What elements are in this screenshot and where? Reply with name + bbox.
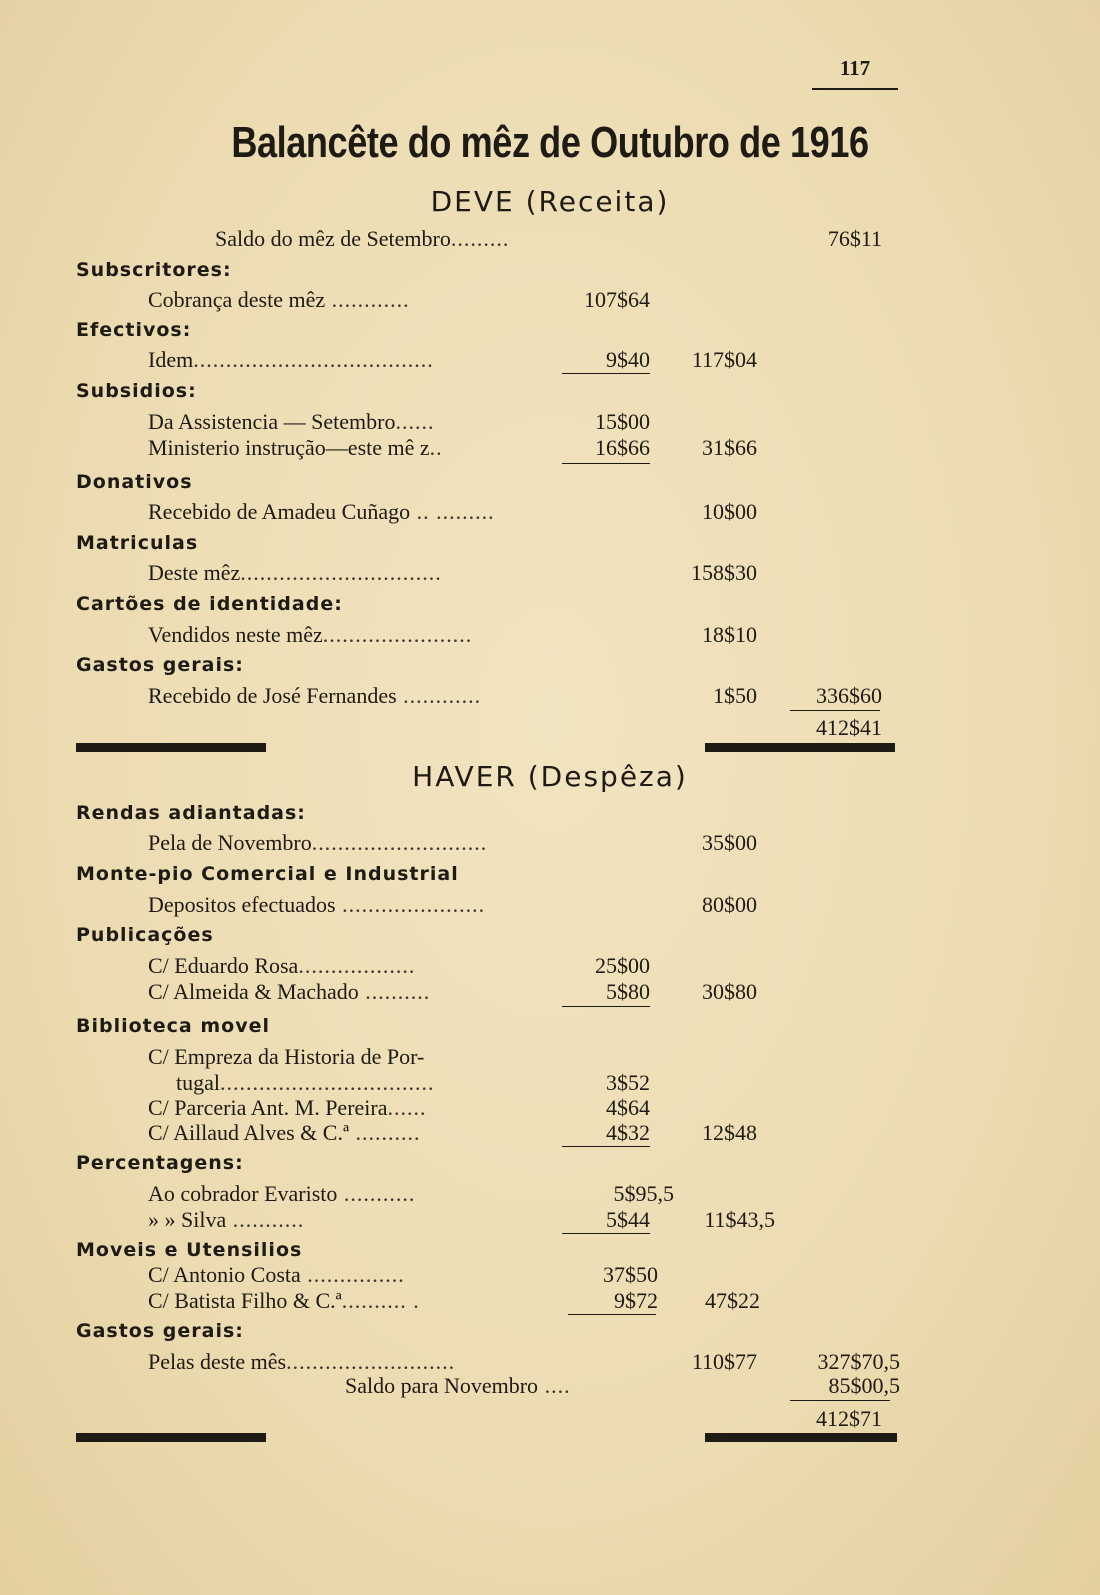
deve-total-row <box>0 715 1100 741</box>
category-matriculas: Matriculas <box>76 532 199 554</box>
ledger-row <box>0 1120 1100 1146</box>
ledger-row <box>0 830 1100 856</box>
idem-label: Idem..................................... <box>148 347 434 372</box>
parceria-label: C/ Parceria Ant. M. Pereira...... <box>148 1095 427 1120</box>
category-donativos: Donativos <box>76 471 193 493</box>
subtotal-rule <box>562 1006 650 1007</box>
cobranca-value: 107$64 <box>584 287 650 312</box>
ledger-row <box>0 683 1100 709</box>
deve-saldo-label: Saldo do mêz de Setembro......... <box>215 226 510 251</box>
ledger-row <box>0 1181 1100 1207</box>
empreza-value: 3$52 <box>606 1070 650 1095</box>
matriculas-label: Deste mêz............................... <box>148 560 442 585</box>
ministerio-value: 16$66 <box>595 435 650 460</box>
novembro-label: Pela de Novembro........................... <box>148 830 488 855</box>
category-percentagens: Percentagens: <box>76 1152 244 1174</box>
empreza-label: C/ Empreza da Historia de Por- <box>148 1044 425 1069</box>
category-publicacoes: Publicações <box>76 924 214 946</box>
ledger-row <box>0 435 1100 461</box>
subtotal-rule <box>562 1233 650 1234</box>
cartoes-value: 18$10 <box>702 622 757 647</box>
ledger-row <box>0 560 1100 586</box>
amadeu-label: Recebido de Amadeu Cuñago .. ......... <box>148 499 495 524</box>
depositos-label: Depositos efectuados ...................... <box>148 892 486 917</box>
category-subscritores: Subscritores: <box>76 259 232 281</box>
ledger-row <box>0 1044 1100 1070</box>
novembro-value: 35$00 <box>702 830 757 855</box>
haver-saldo-label: Saldo para Novembro .... <box>345 1373 571 1398</box>
ledger-row <box>0 953 1100 979</box>
ledger-row <box>0 622 1100 648</box>
deve-total: 412$41 <box>816 715 882 740</box>
assistencia-label: Da Assistencia — Setembro...... <box>148 409 435 434</box>
parceria-value: 4$64 <box>606 1095 650 1120</box>
subtotal-rule <box>568 1314 656 1315</box>
jose-value: 1$50 <box>713 683 757 708</box>
almeida-value: 5$80 <box>606 979 650 1004</box>
subtotal-rule <box>562 463 650 464</box>
ledger-row <box>0 499 1100 525</box>
evaristo-value: 5$95,5 <box>613 1181 674 1206</box>
matriculas-value: 158$30 <box>691 560 757 585</box>
haver-subtotal: 327$70,5 <box>817 1349 900 1374</box>
batista-label: C/ Batista Filho & C.ª.......... . <box>148 1288 420 1313</box>
pelas-label: Pelas deste mês.......................... <box>148 1349 456 1374</box>
category-efectivos: Efectivos: <box>76 319 192 341</box>
moveis-total: 47$22 <box>705 1288 760 1313</box>
pelas-value: 110$77 <box>691 1349 757 1374</box>
haver-total-row <box>0 1406 1100 1432</box>
assistencia-value: 15$00 <box>595 409 650 434</box>
ledger-row <box>0 1070 1100 1096</box>
amadeu-value: 10$00 <box>702 499 757 524</box>
idem-value: 9$40 <box>606 347 650 372</box>
deve-saldo-value: 76$11 <box>827 226 882 251</box>
aillaud-value: 4$32 <box>606 1120 650 1145</box>
cartoes-label: Vendidos neste mêz....................... <box>148 622 473 647</box>
rosa-value: 25$00 <box>595 953 650 978</box>
percentagens-total: 11$43,5 <box>704 1207 775 1232</box>
category-rendas: Rendas adiantadas: <box>76 802 306 824</box>
silva-label: » » Silva ........... <box>148 1207 305 1232</box>
depositos-value: 80$00 <box>702 892 757 917</box>
almeida-label: C/ Almeida & Machado .......... <box>148 979 431 1004</box>
ledger-row <box>0 1207 1100 1233</box>
section-divider <box>76 1433 266 1442</box>
subtotal-rule <box>790 710 880 711</box>
category-gastos-receita: Gastos gerais: <box>76 654 244 676</box>
ledger-row <box>0 287 1100 313</box>
category-biblioteca: Biblioteca movel <box>76 1015 270 1037</box>
cobranca-label: Cobrança deste mêz ............ <box>148 287 410 312</box>
ledger-row <box>0 892 1100 918</box>
page-title: Balancête do mêz de Outubro de 1916 <box>231 118 869 167</box>
deve-heading: DEVE (Receita) <box>430 185 670 218</box>
costa-label: C/ Antonio Costa ............... <box>148 1262 405 1287</box>
section-divider <box>76 743 266 752</box>
category-subsidios: Subsidios: <box>76 380 197 402</box>
evaristo-label: Ao cobrador Evaristo ........... <box>148 1181 416 1206</box>
section-divider <box>705 743 895 752</box>
category-montepio: Monte-pio Comercial e Industrial <box>76 863 459 885</box>
costa-value: 37$50 <box>603 1262 658 1287</box>
ledger-row <box>0 1288 1100 1314</box>
haver-total: 412$71 <box>816 1406 882 1431</box>
subtotal-rule <box>562 1146 650 1147</box>
ledger-row <box>0 1262 1100 1288</box>
biblioteca-total: 12$48 <box>702 1120 757 1145</box>
category-cartoes: Cartões de identidade: <box>76 593 343 615</box>
publicacoes-total: 30$80 <box>702 979 757 1004</box>
category-gastos-despeza: Gastos gerais: <box>76 1320 244 1342</box>
subtotal-rule <box>790 1400 890 1401</box>
efectivos-total: 117$04 <box>691 347 757 372</box>
page-number: 117 <box>839 56 871 80</box>
rosa-label: C/ Eduardo Rosa.................. <box>148 953 416 978</box>
category-moveis: Moveis e Utensilios <box>76 1239 303 1261</box>
haver-saldo-value: 85$00,5 <box>828 1373 900 1398</box>
deve-saldo-row <box>0 226 1100 252</box>
haver-heading: HAVER (Despêza) <box>412 760 688 793</box>
section-divider <box>705 1433 897 1442</box>
ledger-row <box>0 1349 1100 1375</box>
subsidios-total: 31$66 <box>702 435 757 460</box>
ministerio-label: Ministerio instrução—este mê z.. <box>148 435 443 460</box>
aillaud-label: C/ Aillaud Alves & C.ª .......... <box>148 1120 421 1145</box>
batista-value: 9$72 <box>614 1288 658 1313</box>
deve-subtotal: 336$60 <box>816 683 882 708</box>
ledger-row <box>0 347 1100 373</box>
empreza-label-continued: tugal................................. <box>176 1070 435 1095</box>
silva-value: 5$44 <box>606 1207 650 1232</box>
ledger-row <box>0 1095 1100 1121</box>
ledger-row <box>0 979 1100 1005</box>
ledger-row <box>0 409 1100 435</box>
page-number-rule <box>812 88 898 90</box>
jose-label: Recebido de José Fernandes ............ <box>148 683 482 708</box>
ledger-row <box>0 1373 1100 1399</box>
subtotal-rule <box>562 373 650 374</box>
